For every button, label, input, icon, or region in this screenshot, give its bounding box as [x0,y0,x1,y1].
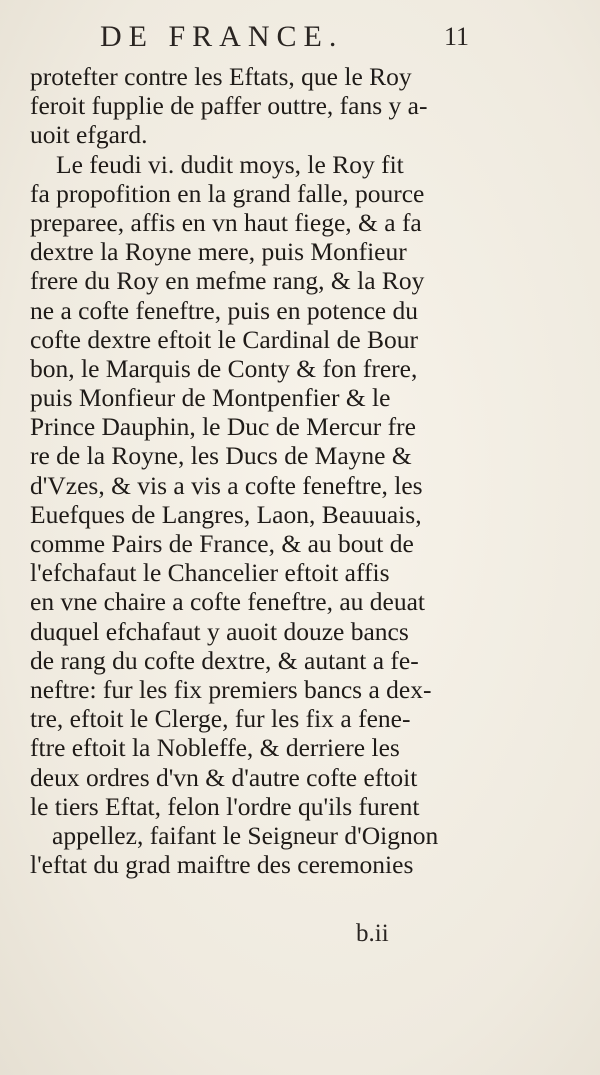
text-line: cofte dextre eftoit le Cardinal de Bour [30,324,419,354]
text-line: en vne chaire a cofte feneftre, au deuat [30,587,426,617]
text-line: Euefques de Langres, Laon, Beauuais, [30,499,422,529]
text-line: deux ordres d'vn & d'autre cofte eftoit [30,762,418,792]
text-line: duquel efchafaut y auoit douze bancs [30,616,409,646]
text-line: le tiers Eftat, felon l'ordre qu'ils furent [30,791,420,821]
running-head: DE FRANCE. [100,20,344,53]
folio-number: 11 [444,22,470,51]
text-line: Prince Dauphin, le Duc de Mercur fre [30,412,416,442]
text-line: neftre: fur les fix premiers bancs a dex- [30,674,432,704]
text-line: re de la Royne, les Ducs de Mayne & [30,441,412,471]
text-line: ne a cofte feneftre, puis en potence du [30,295,418,325]
text-line: protefter contre les Eftats, que le Roy [30,62,412,91]
text-line: comme Pairs de France, & au bout de [30,529,414,558]
text-line: ftre eftoit la Nobleffe, & derriere les [30,733,400,763]
text-line: fa propofition en la grand falle, pource [30,178,425,208]
text-line: preparee, affis en vn haut fiege, & a fa [30,207,422,237]
signature-mark: b.ii [356,920,389,947]
text-line: d'Vzes, & vis a vis a cofte feneftre, les [30,470,423,500]
text-line: bon, le Marquis de Conty & fon frere, [30,353,418,383]
text-line: feroit fupplie de paffer outtre, fans y a- [30,91,428,121]
text-line: Le feudi vi. dudit moys, le Roy fit [56,149,404,179]
text-line: frere du Roy en mefme rang, & la Roy [30,266,425,296]
text-line: dextre la Royne mere, puis Monfieur [30,237,407,267]
text-line: l'efchafaut le Chancelier eftoit affis [30,558,390,588]
text-line: puis Monfieur de Montpenfier & le [30,383,391,413]
text-line: l'eftat du grad maiftre des ceremonies [30,850,414,880]
text-line: uoit efgard. [30,120,148,150]
text-line: appellez, faifant le Seigneur d'Oignon [52,820,439,850]
text-line: tre, eftoit le Clerge, fur les fix a fene- [30,704,411,734]
text-line: de rang du cofte dextre, & autant a fe- [30,645,419,675]
body-text [30,62,490,879]
